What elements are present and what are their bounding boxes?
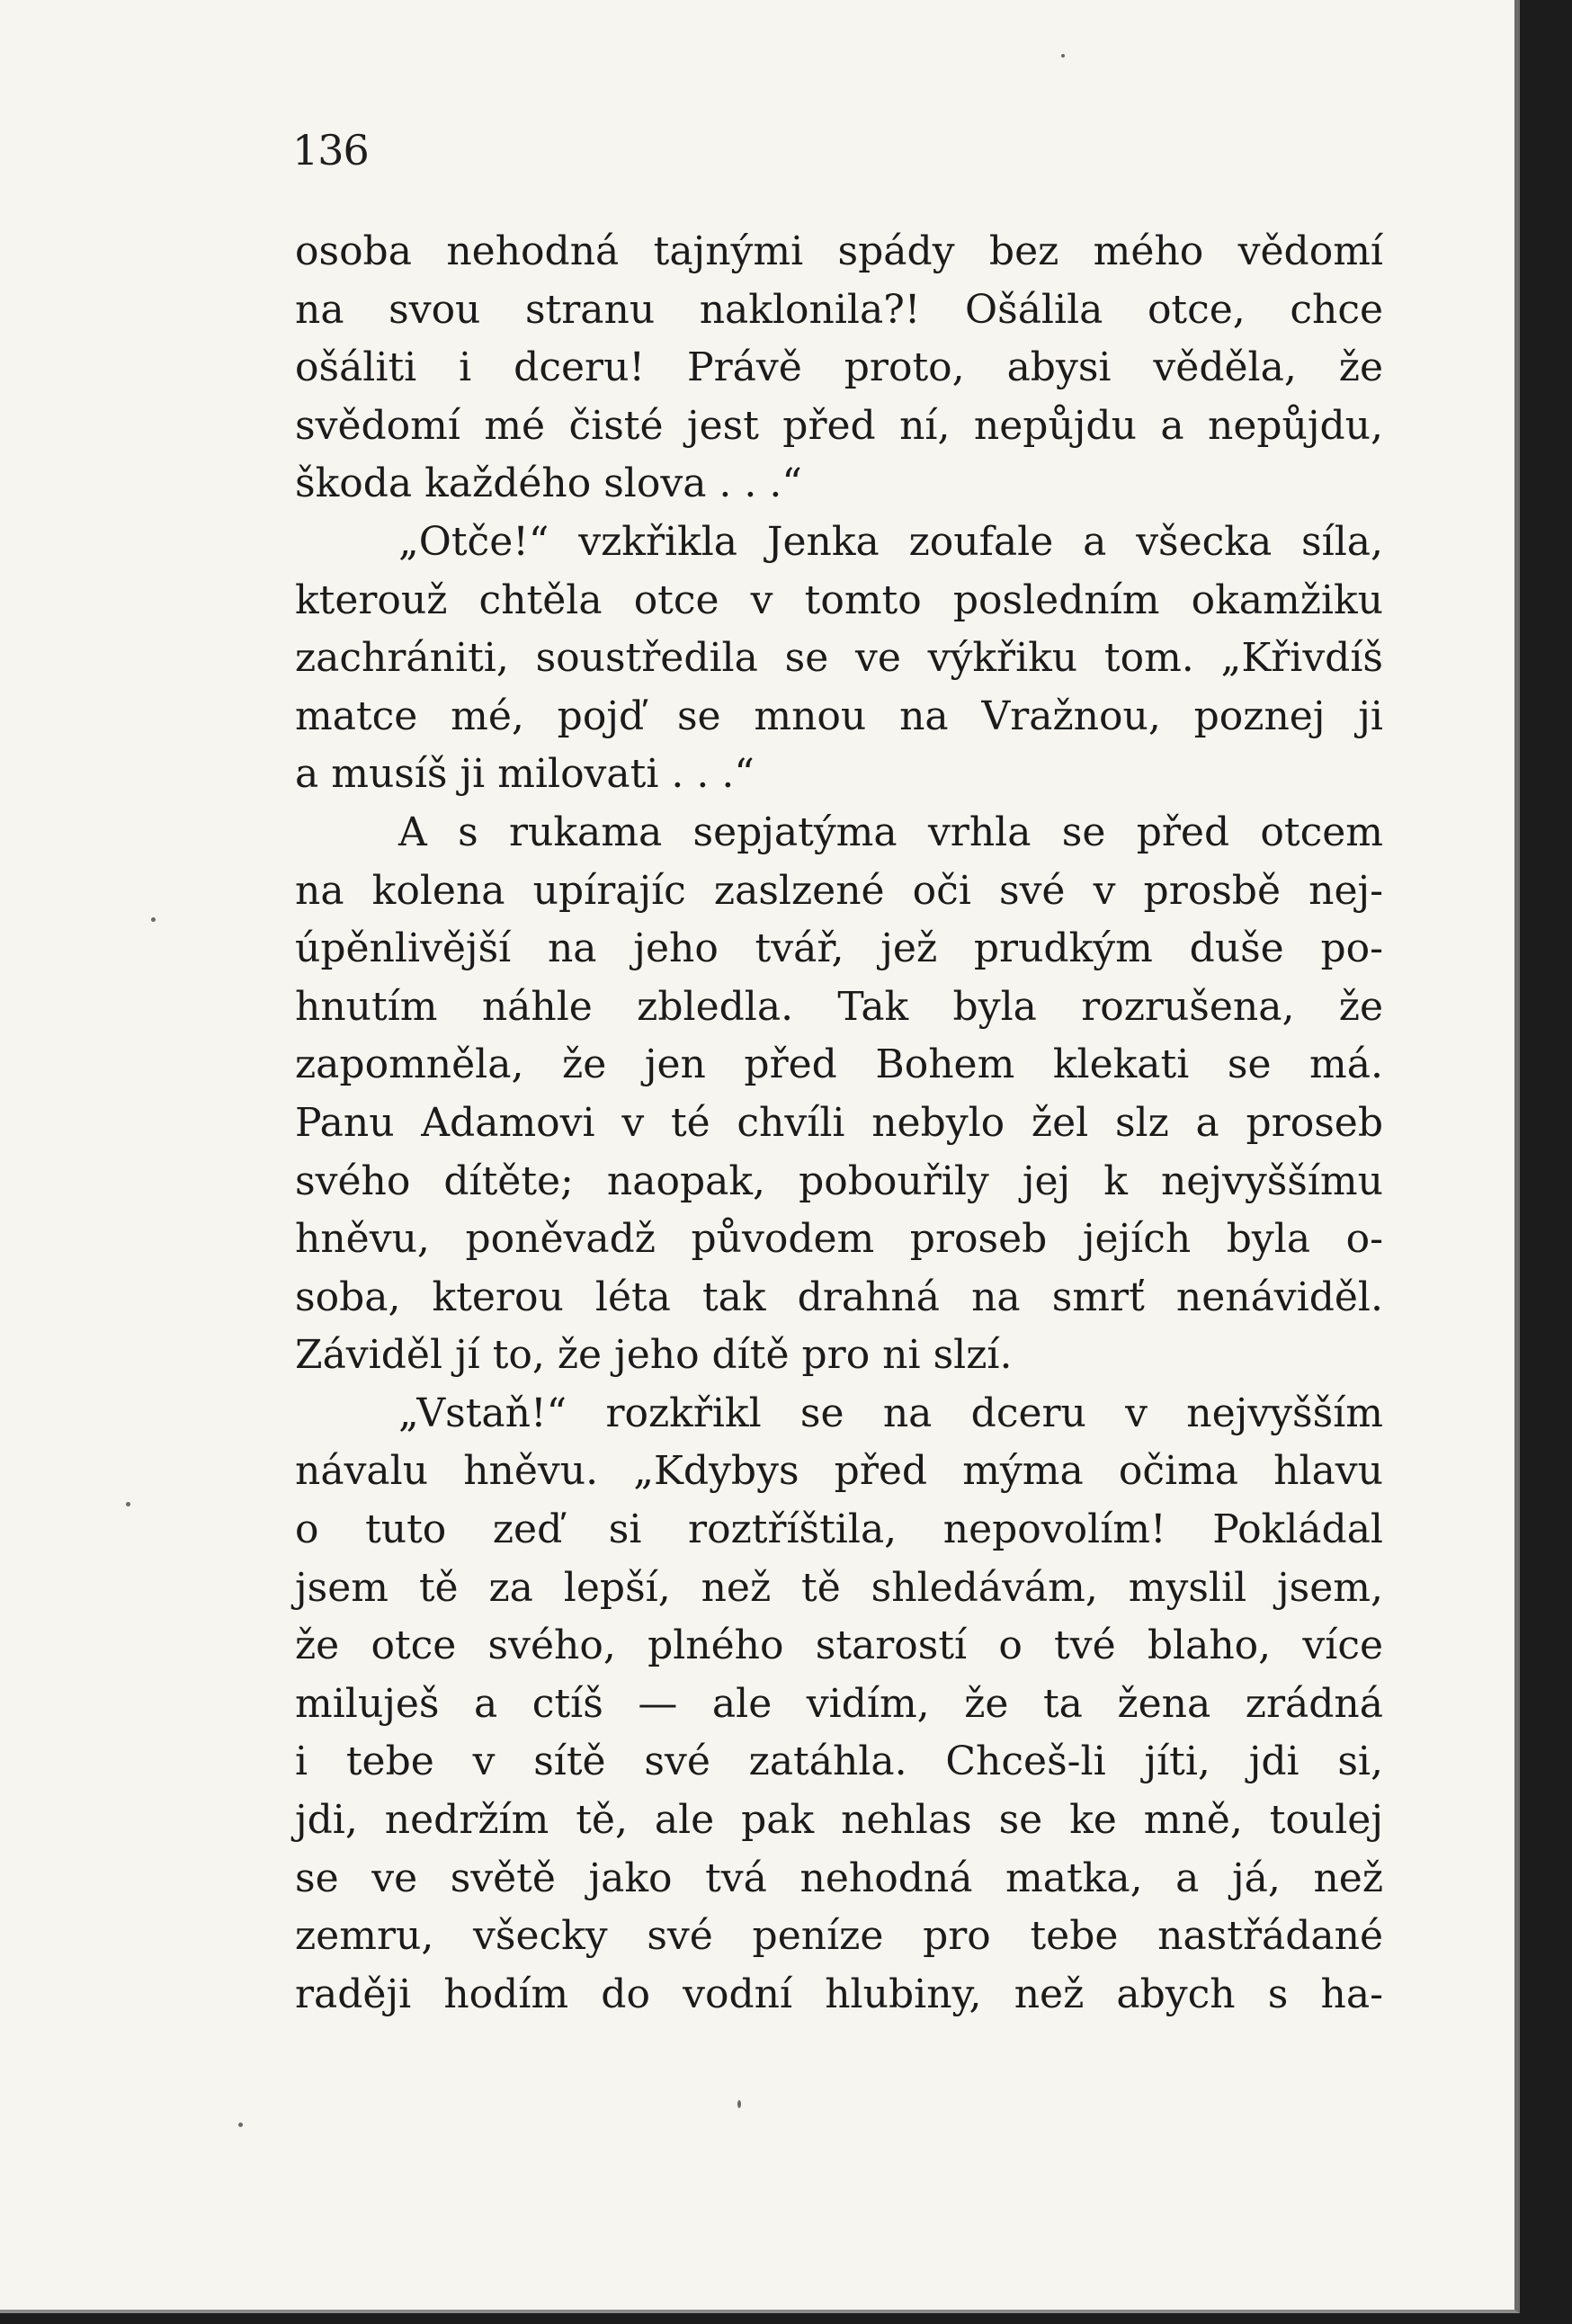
text-line: zachrániti, soustředila se ve výkřiku tom. „Křivdíš (295, 635, 1383, 682)
text-line: svědomí mé čisté jest před ní, nepůjdu a nepůjdu, (295, 402, 1383, 449)
text-line: miluješ a ctíš — ale vidím, že ta žena zrádná (295, 1680, 1383, 1727)
text-line: Záviděl jí to, že jeho dítě pro ni slzí. (295, 1332, 1013, 1379)
page-number: 136 (292, 126, 369, 174)
text-line: úpěnlivější na jeho tvář, jež prudkým duše po- (295, 925, 1383, 972)
text-line: hnutím náhle zbledla. Tak byla rozrušena, že (295, 983, 1383, 1030)
text-line: Panu Adamovi v té chvíli nebylo žel slz a proseb (295, 1099, 1383, 1146)
text-line: raději hodím do vodní hlubiny, než abych s ha- (295, 1971, 1383, 2017)
text-line: na svou stranu naklonila?! Ošálila otce, chce (295, 286, 1383, 333)
text-line: návalu hněvu. „Kdybys před mýma očima hlavu (295, 1448, 1383, 1495)
text-line: o tuto zeď si roztříštila, nepovolím! Pokládal (295, 1506, 1383, 1553)
text-line: jdi, nedržím tě, ale pak nehlas se ke mně, toulej (295, 1797, 1383, 1844)
text-line: škoda každého slova . . .“ (295, 460, 802, 507)
text-line: i tebe v sítě své zatáhla. Chceš-li jíti, jdi si, (295, 1739, 1383, 1785)
text-line: „Vstaň!“ rozkřikl se na dceru v nejvyšším (398, 1390, 1383, 1436)
text-line: a musíš ji milovati . . .“ (295, 751, 755, 798)
text-line: hněvu, poněvadž původem proseb jejích byla o- (295, 1216, 1383, 1263)
text-line: matce mé, pojď se mnou na Vražnou, poznej ji (295, 693, 1383, 739)
text-line: osoba nehodná tajnými spády bez mého vědomí (295, 228, 1383, 274)
text-line: na kolena upírajíc zaslzené oči své v prosbě nej- (295, 867, 1383, 914)
text-line: zapomněla, že jen před Bohem klekati se má. (295, 1041, 1383, 1088)
text-line: se ve světě jako tvá nehodná matka, a já, než (295, 1855, 1383, 1901)
scan-speck (737, 2100, 741, 2108)
text-line: soba, kterou léta tak drahná na smrť nenáviděl. (295, 1274, 1383, 1320)
scan-speck (126, 1502, 130, 1506)
scan-speck (151, 917, 156, 922)
text-line: zemru, všecky své peníze pro tebe nastřádané (295, 1913, 1383, 1960)
scan-speck (238, 2123, 243, 2127)
text-line: A s rukama sepjatýma vrhla se před otcem (398, 809, 1383, 855)
text-line: jsem tě za lepší, než tě shledávám, myslil jsem, (295, 1564, 1383, 1611)
text-line: ošáliti i dceru! Právě proto, abysi věděla, že (295, 344, 1383, 391)
scan-speck (1061, 54, 1065, 58)
text-line: že otce svého, plného starostí o tvé blaho, více (295, 1622, 1383, 1669)
text-line: „Otče!“ vzkřikla Jenka zoufale a všecka síla, (398, 518, 1383, 565)
text-line: svého dítěte; naopak, pobouřily jej k nejvyššímu (295, 1158, 1383, 1204)
body-text (295, 223, 1383, 2024)
text-line: kterouž chtěla otce v tomto posledním okamžiku (295, 577, 1383, 623)
